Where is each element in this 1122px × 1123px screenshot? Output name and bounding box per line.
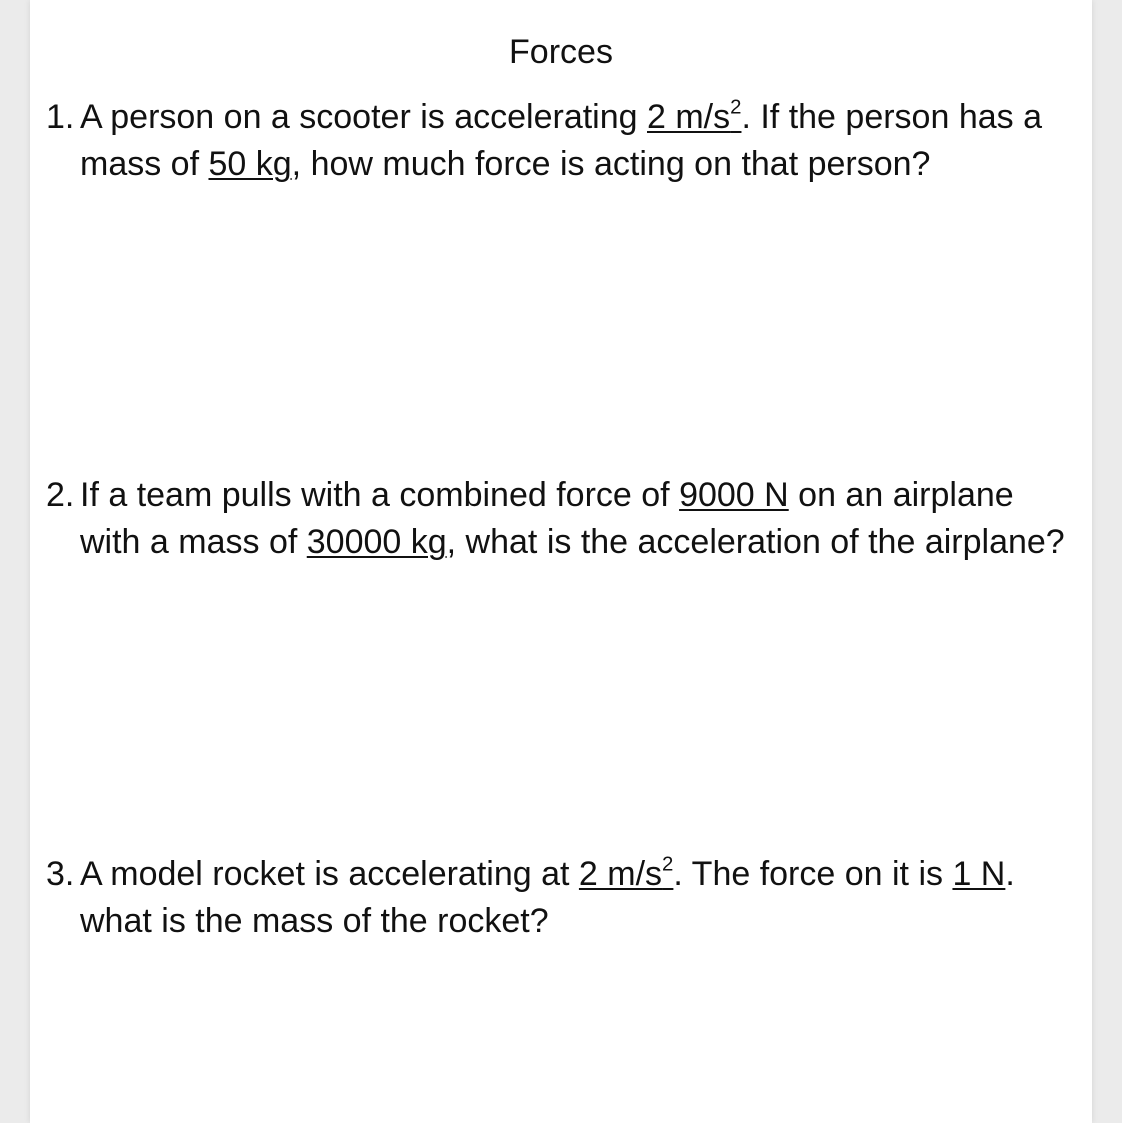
question-text bbox=[80, 472, 1066, 566]
worksheet-page bbox=[30, 0, 1092, 1123]
question-text-part: , what is the acceleration of the airplane? bbox=[446, 523, 1065, 561]
question-text-part: . The force on it is bbox=[673, 855, 953, 893]
question-text bbox=[80, 851, 1066, 945]
question-text bbox=[80, 94, 1066, 188]
force-value: 9000 N bbox=[679, 476, 789, 514]
question-text-part: A person on a scooter is accelerating bbox=[80, 98, 647, 136]
page-title: Forces bbox=[509, 33, 613, 71]
question-text-part: . what is the mass of the rocket? bbox=[80, 855, 1015, 940]
question-text-part: . If the person has a mass of bbox=[80, 98, 1042, 183]
acceleration-value: 2 $m/s^2$ bbox=[578, 853, 674, 893]
question-number: 1. bbox=[46, 98, 75, 136]
question-text-part: If a team pulls with a combined force of bbox=[80, 476, 680, 514]
acceleration-value: 2 $m/s^2$ bbox=[647, 96, 742, 136]
force-value: 1 N bbox=[952, 855, 1006, 893]
exponent: 2 bbox=[730, 96, 742, 119]
question-1 bbox=[46, 94, 1066, 188]
question-text-part: A model rocket is accelerating at bbox=[80, 855, 579, 893]
mass-value: 30000 kg bbox=[306, 523, 447, 561]
question-3 bbox=[46, 851, 1066, 945]
question-text-part: , how much force is acting on that person? bbox=[291, 145, 931, 183]
exponent: 2 bbox=[662, 853, 674, 876]
mass-value: 50 kg bbox=[208, 145, 292, 183]
question-number: 3. bbox=[46, 855, 75, 893]
question-text-part: on an airplane with a mass of bbox=[80, 476, 1014, 561]
question-number: 2. bbox=[46, 476, 75, 514]
question-2 bbox=[46, 472, 1066, 566]
